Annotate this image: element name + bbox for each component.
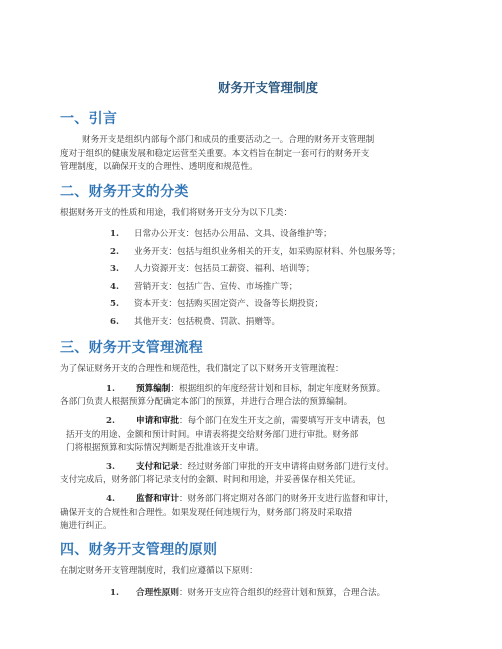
- list-item: [90, 279, 462, 297]
- section-heading-process: 三、财务开支管理流程: [60, 340, 203, 357]
- step-text: ：根据组织的年度经营计划和目标，制定年度财务预算。: [170, 383, 386, 394]
- item-text: 资本开支：包括购买固定资产、设备等长期投资；: [134, 299, 324, 310]
- step-number: 4.: [106, 494, 115, 505]
- step-term: 支付和记录: [136, 461, 179, 472]
- step-text: ：经过财务部门审批的开支申请将由财务部门进行支付。: [178, 461, 394, 472]
- principle-term: 合理性原则: [136, 587, 179, 598]
- process-step: [60, 461, 462, 487]
- list-item: [90, 226, 462, 244]
- list-item: [90, 314, 462, 332]
- principles-intro: 在制定财务开支管理制度时，我们应遵循以下原则：: [60, 566, 258, 576]
- step-text-line: 施进行纠正。: [60, 520, 112, 531]
- step-text: ：财务部门将定期对各部门的财务开支进行监督和审计，: [178, 494, 394, 505]
- item-number: 2.: [110, 246, 119, 257]
- step-number: 2.: [106, 416, 115, 427]
- step-term: 申请和审批: [136, 416, 179, 427]
- principle-number: 1.: [110, 587, 119, 598]
- item-number: 3.: [110, 264, 119, 275]
- categories-list: [90, 226, 462, 331]
- item-text: 日常办公开支：包括办公用品、文具、设备维护等；: [134, 229, 332, 240]
- paragraph-line: 度对于组织的健康发展和稳定运营至关重要。本文档旨在制定一套可行的财务开支: [60, 148, 370, 159]
- section-heading-categories: 二、财务开支的分类: [60, 183, 189, 200]
- document-title: 财务开支管理制度: [217, 80, 318, 95]
- item-text: 业务开支：包括与组织业务相关的开支，如采购原材料、外包服务等；: [134, 246, 401, 257]
- paragraph-line: 管理制度，以确保开支的合理性、透明度和规范性。: [60, 162, 258, 173]
- section-heading-intro: 一、引言: [60, 111, 118, 127]
- item-text: 其他开支：包括税费、罚款、捐赠等。: [134, 316, 281, 327]
- principle-text: ：财务开支应符合组织的经营计划和预算，合理合法。: [178, 587, 386, 598]
- process-step: [60, 493, 462, 533]
- step-number: 3.: [106, 461, 115, 472]
- step-text-line: 门将根据预算和实际情况判断是否批准该开支申请。: [66, 442, 264, 453]
- item-text: 营销开支：包括广告、宣传、市场推广等；: [134, 281, 298, 292]
- item-number: 4.: [110, 281, 119, 292]
- step-text-line: 各部门负责人根据预算分配确定本部门的预算，并进行合理合法的预算编制。: [60, 397, 353, 408]
- list-item: [90, 244, 462, 262]
- list-item: [90, 296, 462, 314]
- item-number: 1.: [110, 229, 119, 240]
- item-number: 6.: [110, 316, 119, 327]
- process-step: [60, 383, 462, 409]
- categories-intro: 根据财务开支的性质和用途，我们将财务开支分为以下几类：: [60, 207, 293, 218]
- list-item: [90, 261, 462, 279]
- step-term: 预算编制: [136, 383, 171, 394]
- item-text: 人力资源开支：包括员工薪资、福利、培训等；: [134, 264, 315, 275]
- process-step: [60, 415, 462, 455]
- process-intro: 为了保证财务开支的合理性和规范性，我们制定了以下财务开支管理流程：: [60, 364, 344, 375]
- step-term: 监督和审计: [136, 494, 179, 505]
- intro-paragraph: [60, 134, 462, 175]
- step-text-line: 括开支的用途、金额和预计时间。申请表将提交给财务部门进行审批。财务部: [66, 429, 359, 440]
- step-text-line: 确保开支的合规性和合理性。如果发现任何违规行为，财务部门将及时采取措: [60, 507, 353, 518]
- section-heading-principles: 四、财务开支管理的原则: [60, 542, 218, 558]
- principle-item: [110, 585, 462, 602]
- step-text: ：每个部门在发生开支之前，需要填写开支申请表，包: [178, 416, 386, 427]
- step-number: 1.: [106, 383, 115, 394]
- step-text-line: 支付完成后，财务部门将记录支付的金额、时间和用途，并妥善保存相关凭证。: [60, 475, 361, 486]
- item-number: 5.: [110, 299, 119, 310]
- paragraph-line: 财务开支是组织内部每个部门和成员的重要活动之一。合理的财务开支管理制: [82, 135, 375, 145]
